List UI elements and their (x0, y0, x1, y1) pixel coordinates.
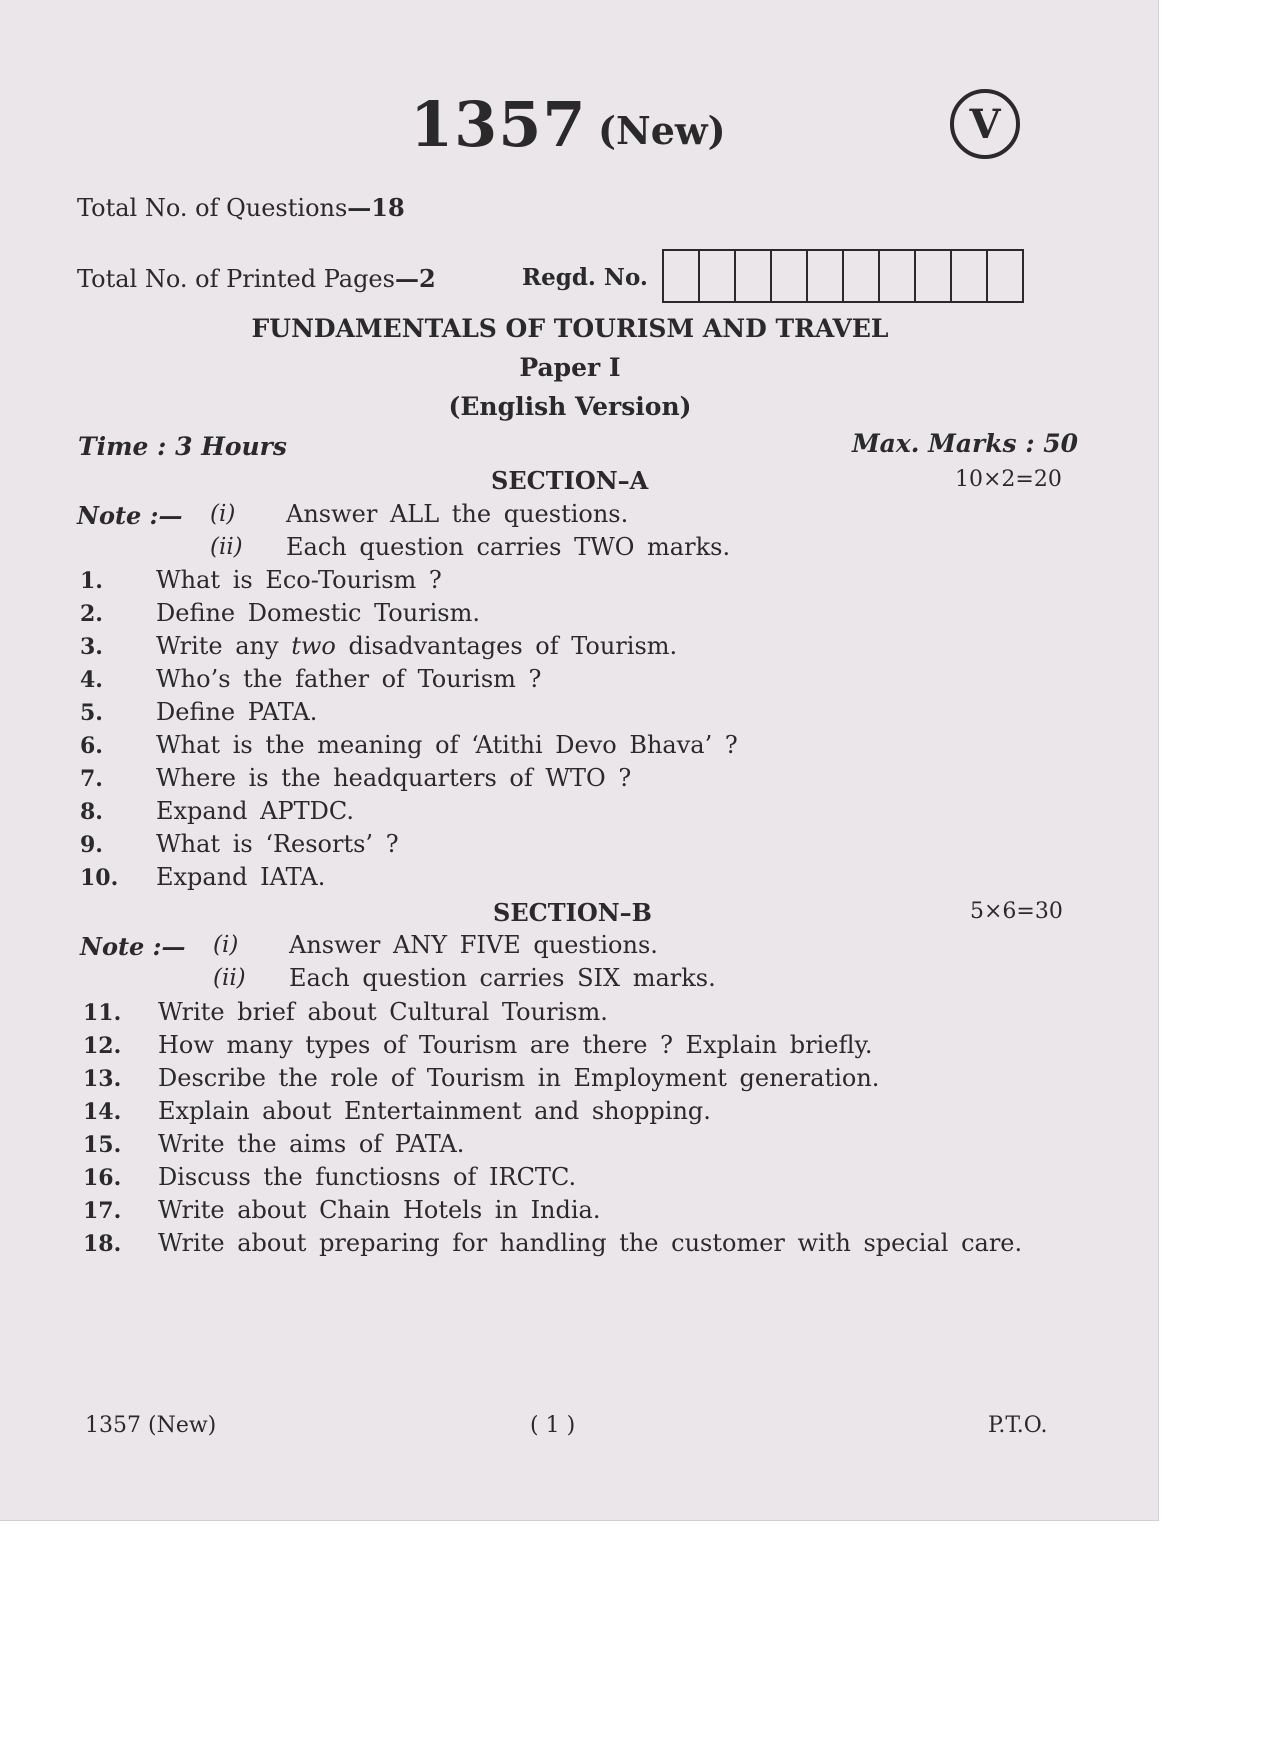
regd-no-label: Regd. No. (522, 264, 648, 291)
section-b-marks: 5×6=30 (970, 899, 1063, 924)
question-number: 9. (80, 832, 103, 858)
pto-label: P.T.O. (988, 1413, 1048, 1438)
section-a-heading: SECTION–A (491, 466, 649, 495)
question-number: 8. (80, 799, 103, 825)
regd-box[interactable] (736, 251, 772, 301)
regd-box[interactable] (988, 251, 1024, 301)
section-a-marks: 10×2=20 (955, 467, 1062, 492)
exam-time: Time : 3 Hours (78, 432, 287, 461)
question-text: What is ‘Resorts’ ? (156, 830, 399, 858)
regd-box[interactable] (664, 251, 700, 301)
question-number: 15. (83, 1132, 122, 1158)
page-number: ( 1 ) (530, 1413, 576, 1438)
question-text: Who’s the father of Tourism ? (156, 665, 542, 693)
regd-box[interactable] (772, 251, 808, 301)
section-b-note-label: Note :— (80, 932, 186, 961)
total-pages-label: Total No. of Printed Pages (77, 265, 395, 293)
total-questions (77, 193, 405, 222)
question-number: 7. (80, 766, 103, 792)
question-number: 6. (80, 733, 103, 759)
question-number: 2. (80, 601, 103, 627)
question-number: 10. (80, 865, 119, 891)
question-text: What is Eco-Tourism ? (156, 566, 442, 594)
question-number: 4. (80, 667, 103, 693)
question-number: 14. (83, 1099, 122, 1125)
question-number: 17. (83, 1198, 122, 1224)
paper-number: Paper I (519, 353, 621, 382)
question-text: Where is the headquarters of WTO ? (156, 764, 632, 792)
question-text: Define PATA. (156, 698, 318, 726)
note-roman: (ii) (210, 534, 243, 560)
note-roman: (i) (210, 501, 236, 527)
question-text: Expand APTDC. (156, 797, 355, 825)
question-text: Discuss the functiosns of IRCTC. (158, 1163, 577, 1191)
question-text-suffix: disadvantages of Tourism. (348, 632, 678, 660)
section-b-heading: SECTION–B (493, 898, 652, 927)
regd-box[interactable] (880, 251, 916, 301)
question-text: Define Domestic Tourism. (156, 599, 481, 627)
regd-box[interactable] (916, 251, 952, 301)
regd-box[interactable] (700, 251, 736, 301)
question-number: 12. (83, 1033, 122, 1059)
question-number: 1. (80, 568, 103, 594)
note-roman: (i) (213, 932, 239, 958)
version-badge (950, 89, 1020, 159)
question-text (156, 632, 677, 660)
question-number: 3. (80, 634, 103, 660)
question-text: Describe the role of Tourism in Employment generation. (158, 1064, 880, 1092)
regd-no-boxes[interactable] (662, 249, 1024, 303)
question-text: How many types of Tourism are there ? Explain briefly. (158, 1031, 873, 1059)
note-text: Answer ANY FIVE questions. (289, 931, 658, 959)
note-text: Each question carries SIX marks. (289, 964, 716, 992)
version-badge-letter: V (969, 100, 1001, 148)
note-roman: (ii) (213, 965, 246, 991)
regd-box[interactable] (844, 251, 880, 301)
question-text: What is the meaning of ‘Atithi Devo Bhava’ ? (156, 731, 738, 759)
question-number: 16. (83, 1165, 122, 1191)
question-number: 11. (83, 1000, 122, 1026)
question-number: 18. (83, 1231, 122, 1257)
note-text: Answer ALL the questions. (286, 500, 629, 528)
question-text: Explain about Entertainment and shopping. (158, 1097, 711, 1125)
question-text: Write the aims of PATA. (158, 1130, 465, 1158)
question-text-emphasis: two (291, 632, 336, 660)
footer-code: 1357 (New) (85, 1413, 217, 1438)
paper-code: 1357 (410, 88, 587, 161)
question-text: Expand IATA. (156, 863, 326, 891)
exam-max-marks: Max. Marks : 50 (852, 429, 1079, 458)
regd-box[interactable] (952, 251, 988, 301)
paper-edition: (New) (598, 108, 726, 153)
question-text-prefix: Write any (156, 632, 279, 660)
total-pages-value: —2 (394, 264, 436, 293)
subject-title: FUNDAMENTALS OF TOURISM AND TRAVEL (251, 314, 889, 343)
regd-box[interactable] (808, 251, 844, 301)
question-text: Write about Chain Hotels in India. (158, 1196, 601, 1224)
total-questions-label: Total No. of Questions (77, 194, 348, 222)
total-questions-value: —18 (347, 193, 405, 222)
question-text: Write brief about Cultural Tourism. (158, 998, 608, 1026)
language-version: (English Version) (448, 392, 692, 421)
question-text: Write about preparing for handling the customer with special care. (158, 1229, 1023, 1257)
question-number: 13. (83, 1066, 122, 1092)
question-number: 5. (80, 700, 103, 726)
section-a-note-label: Note :— (77, 501, 183, 530)
total-pages (77, 264, 436, 293)
note-text: Each question carries TWO marks. (286, 533, 731, 561)
